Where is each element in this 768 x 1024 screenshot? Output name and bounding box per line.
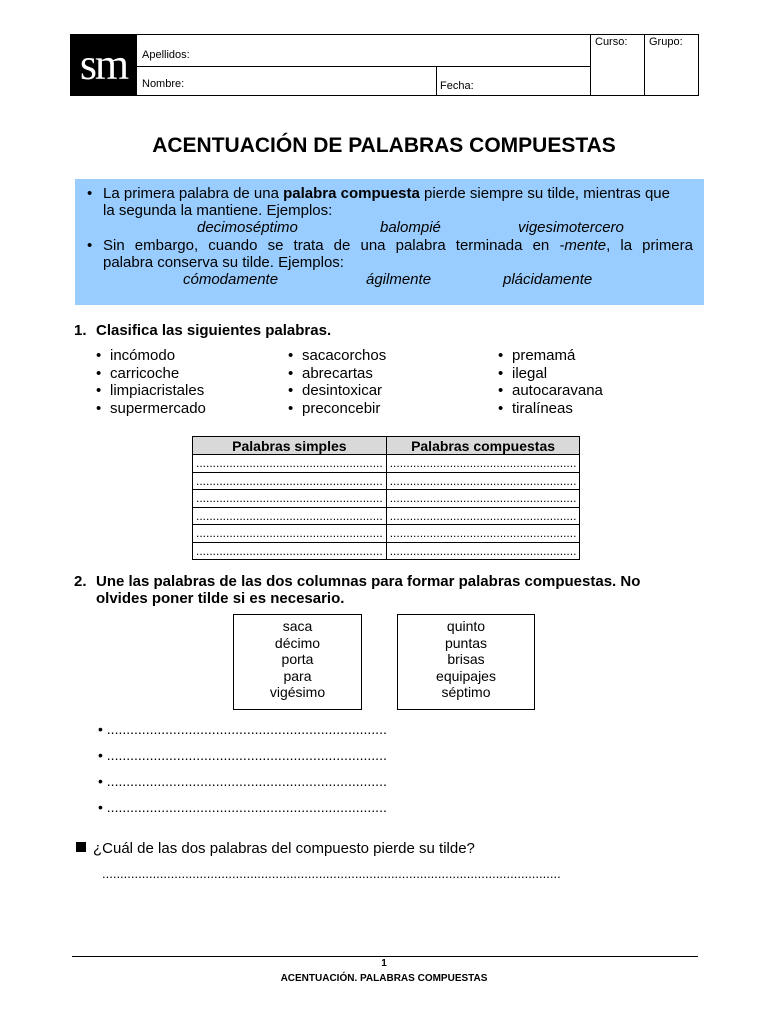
exercise-2-instruction-cont: olvides poner tilde si es necesario. [96, 590, 345, 607]
exercise-2-number: 2. [74, 573, 87, 590]
list-item: • limpiacristales [96, 382, 206, 400]
header-divider [590, 35, 591, 95]
rule-info-box [75, 179, 704, 305]
list-item: • carricoche [96, 365, 206, 383]
word-item: vigésimo [269, 684, 326, 701]
list-item: • ilegal [498, 365, 603, 383]
example-word: decimoséptimo [197, 219, 298, 236]
bullet-icon: • [87, 237, 93, 254]
curso-field[interactable]: Curso: [595, 36, 628, 48]
question-text: ¿Cuál de las dos palabras del compuesto pierde su tilde? [93, 840, 475, 857]
left-word-column [233, 614, 362, 710]
example-word: cómodamente [183, 271, 279, 288]
example-word: plácidamente [503, 271, 593, 288]
answer-cell[interactable]: ........................................................ [386, 455, 580, 473]
example-word: vigesimotercero [518, 219, 624, 236]
table-row [193, 455, 580, 473]
page-title: ACENTUACIÓN DE PALABRAS COMPUESTAS [152, 134, 616, 157]
student-info-header [70, 34, 699, 96]
answer-cell[interactable]: ........................................................ [386, 490, 580, 508]
list-item: • abrecartas [288, 365, 386, 383]
bullet-icon: • [87, 185, 93, 202]
example-word: ágilmente [366, 271, 432, 288]
word-list-col-3 [498, 347, 603, 418]
header-divider [136, 66, 590, 67]
answer-line[interactable]: • ........................................................................ [98, 747, 387, 763]
answer-cell[interactable]: ........................................................ [386, 472, 580, 490]
word-item: porta [281, 651, 314, 668]
header-divider [136, 35, 137, 95]
list-item: • incómodo [96, 347, 206, 365]
classification-table [192, 436, 580, 560]
right-word-column [397, 614, 535, 710]
header-divider [436, 66, 437, 95]
question-answer-line[interactable]: ............................................................................................................................... [102, 866, 561, 881]
table-row [193, 490, 580, 508]
example-word: balompié [380, 219, 441, 236]
answer-cell[interactable]: ........................................................ [193, 490, 387, 508]
word-list-col-2 [288, 347, 386, 418]
word-item: brisas [447, 651, 485, 668]
fecha-field[interactable]: Fecha: [440, 80, 474, 92]
table-row [193, 472, 580, 490]
list-item: • sacacorchos [288, 347, 386, 365]
answer-cell[interactable]: ........................................................ [386, 525, 580, 543]
answer-line[interactable]: • ........................................................................ [98, 799, 387, 815]
word-list-col-1 [96, 347, 206, 418]
answer-cell[interactable]: ........................................................ [193, 507, 387, 525]
exercise-1-number: 1. [74, 322, 87, 339]
square-bullet-icon [76, 842, 86, 852]
list-item: • autocaravana [498, 382, 603, 400]
word-item: puntas [444, 634, 488, 651]
list-item: • desintoxicar [288, 382, 386, 400]
word-item: quinto [446, 618, 486, 634]
grupo-field[interactable]: Grupo: [649, 36, 683, 48]
rule-2-text: Sin embargo, cuando se trata de una palabra terminada en -mente, la primera [103, 237, 693, 254]
answer-cell[interactable]: ........................................................ [386, 507, 580, 525]
word-item: saca [282, 618, 313, 634]
nombre-field[interactable]: Nombre: [142, 78, 185, 90]
answer-line[interactable]: • ........................................................................ [98, 721, 387, 737]
list-item: • premamá [498, 347, 603, 365]
answer-line[interactable]: • ........................................................................ [98, 773, 387, 789]
rule-1-text: La primera palabra de una palabra compuesta pierde siempre su tilde, mientras que [103, 185, 670, 202]
list-item: • tiralíneas [498, 400, 603, 418]
exercise-2-instruction: Une las palabras de las dos columnas para formar palabras compuestas. No [96, 573, 641, 590]
rule-1-text-cont: la segunda la mantiene. Ejemplos: [103, 202, 333, 219]
footer-title: ACENTUACIÓN. PALABRAS COMPUESTAS [280, 973, 488, 984]
list-item: • preconcebir [288, 400, 386, 418]
answer-cell[interactable]: ........................................................ [193, 525, 387, 543]
table-header-compuestas: Palabras compuestas [386, 437, 580, 455]
table-row [193, 542, 580, 560]
exercise-1-instruction: Clasifica las siguientes palabras. [96, 322, 332, 339]
table-row [193, 507, 580, 525]
answer-cell[interactable]: ........................................................ [193, 472, 387, 490]
table-row [193, 525, 580, 543]
word-item: equipajes [436, 667, 496, 684]
list-item: • supermercado [96, 400, 206, 418]
answer-cell[interactable]: ........................................................ [386, 542, 580, 560]
table-header-simples: Palabras simples [193, 437, 387, 455]
apellidos-field[interactable]: Apellidos: [142, 49, 190, 61]
answer-cell[interactable]: ........................................................ [193, 455, 387, 473]
word-item: séptimo [441, 684, 491, 701]
page-number: 1 [381, 958, 387, 969]
word-item: décimo [274, 634, 321, 651]
answer-cell[interactable]: ........................................................ [193, 542, 387, 560]
header-divider [644, 35, 645, 95]
sm-logo: sm [71, 35, 136, 95]
rule-2-text-cont: palabra conserva su tilde. Ejemplos: [103, 254, 344, 271]
word-item: para [283, 667, 312, 684]
footer-divider [72, 956, 698, 957]
